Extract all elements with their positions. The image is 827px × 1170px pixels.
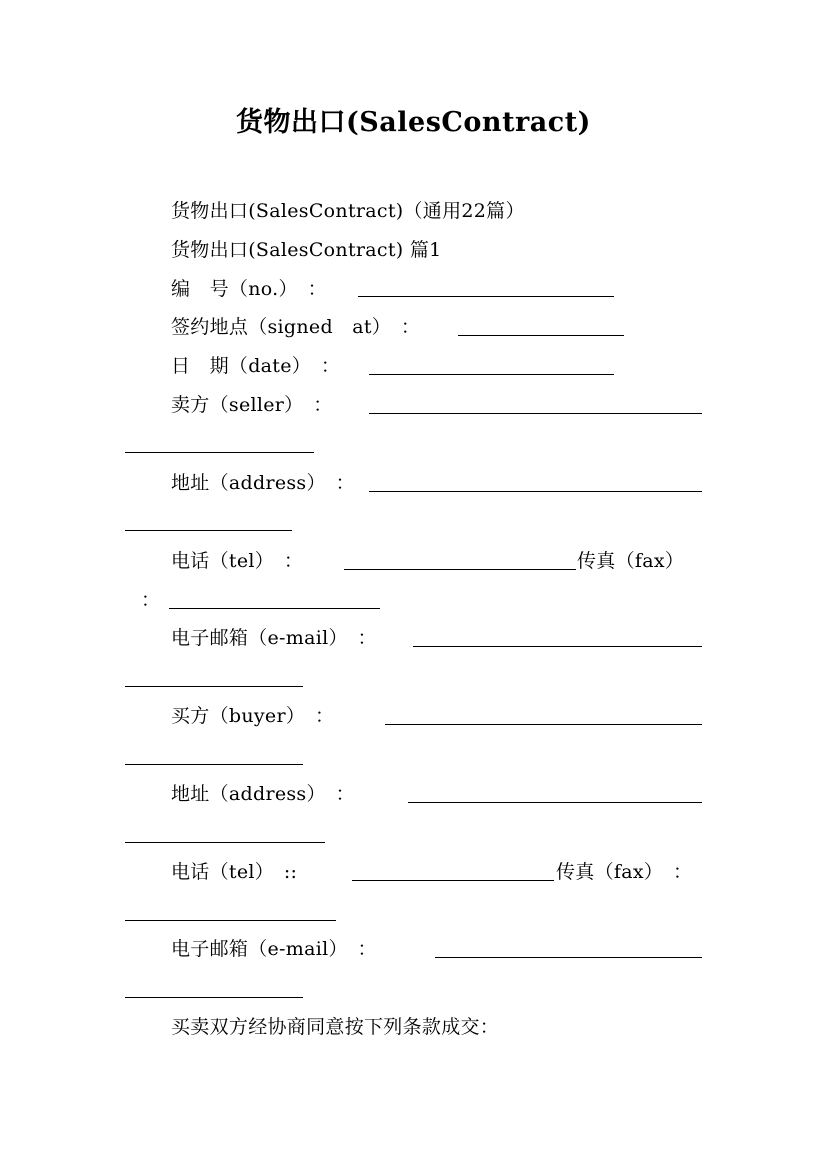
buyer-email-field-continued[interactable] (125, 997, 303, 998)
contract-no-label: 编 号（no.） ： (171, 278, 327, 300)
buyer-email-label: 电子邮箱（e-mail） ： (171, 938, 377, 960)
seller-tel-label: 电话（tel） ： (171, 550, 304, 572)
seller-field[interactable] (369, 413, 702, 414)
contract-no-field[interactable] (358, 296, 614, 297)
buyer-address-label: 地址（address） ： (171, 783, 355, 805)
seller-fax-colon: ： (141, 589, 161, 611)
seller-field-continued[interactable] (125, 452, 314, 453)
buyer-fax-field[interactable] (125, 920, 336, 921)
buyer-field[interactable] (385, 724, 702, 725)
signed-at-field[interactable] (458, 335, 624, 336)
seller-fax-field[interactable] (169, 608, 380, 609)
seller-label: 卖方（seller） ： (171, 394, 333, 416)
seller-address-field-continued[interactable] (125, 530, 292, 531)
buyer-label: 买方（buyer） ： (171, 705, 335, 727)
seller-tel-field[interactable] (344, 569, 576, 570)
document-subtitle: 货物出口(SalesContract)（通用22篇） (171, 200, 525, 222)
seller-email-field-continued[interactable] (125, 686, 303, 687)
date-label: 日 期（date） ： (171, 355, 341, 377)
signed-at-label: 签约地点（signed at） ： (171, 316, 421, 338)
buyer-tel-field[interactable] (352, 880, 554, 881)
buyer-field-continued[interactable] (125, 764, 303, 765)
seller-fax-label: 传真（fax） (577, 550, 685, 572)
buyer-address-field[interactable] (408, 802, 702, 803)
buyer-tel-label: 电话（tel） :: (171, 861, 298, 883)
agreement-statement: 买卖双方经协商同意按下列条款成交： (171, 1016, 500, 1038)
page-title: 货物出口(SalesContract) (236, 107, 591, 138)
seller-address-field[interactable] (369, 491, 702, 492)
seller-address-label: 地址（address） ： (171, 472, 355, 494)
buyer-fax-label: 传真（fax） ： (556, 861, 693, 883)
buyer-address-field-continued[interactable] (125, 842, 325, 843)
date-field[interactable] (369, 374, 614, 375)
section-heading: 货物出口(SalesContract) 篇1 (171, 239, 442, 261)
seller-email-field[interactable] (413, 646, 702, 647)
buyer-email-field[interactable] (435, 957, 702, 958)
seller-email-label: 电子邮箱（e-mail） ： (171, 627, 377, 649)
